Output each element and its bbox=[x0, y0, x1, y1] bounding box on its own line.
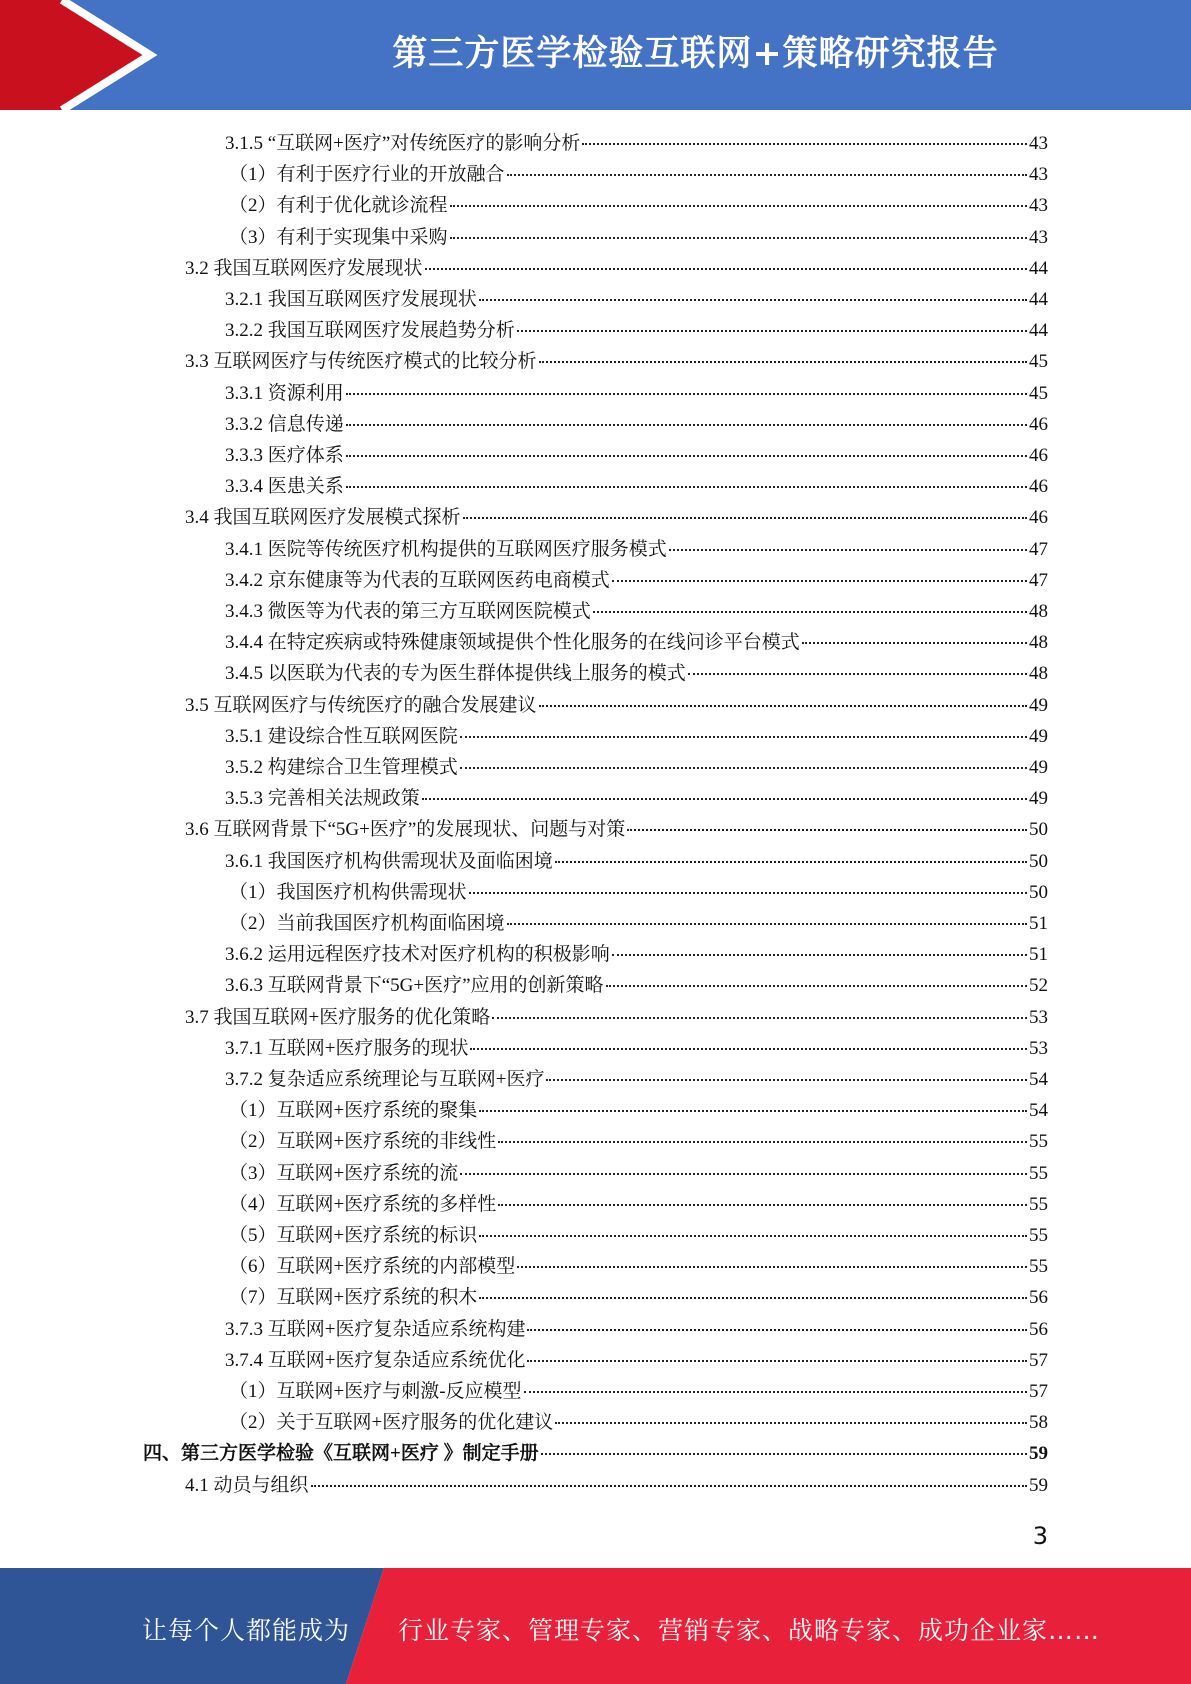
toc-entry-title: 3.3.2 信息传递 bbox=[225, 413, 344, 435]
toc-entry-page: 50 bbox=[1029, 881, 1048, 903]
toc-entry-title: （2）有利于优化就诊流程 bbox=[229, 195, 448, 217]
toc-entry-title: （6）互联网+医疗系统的内部模型 bbox=[229, 1256, 516, 1278]
toc-entry[interactable] bbox=[225, 939, 1048, 970]
toc-entry[interactable] bbox=[225, 534, 1048, 565]
toc-entry[interactable] bbox=[225, 284, 1048, 315]
toc-entry-page: 48 bbox=[1029, 601, 1048, 622]
toc-entry-page: 43 bbox=[1029, 226, 1048, 248]
document-title: 第三方医学检验互联网+策略研究报告 bbox=[392, 34, 999, 74]
toc-entry[interactable] bbox=[225, 378, 1048, 409]
toc-dot-leader bbox=[346, 424, 1027, 426]
toc-entry-title: （1）有利于医疗行业的开放融合 bbox=[229, 164, 505, 186]
toc-entry-title: 3.4.5 以医联为代表的专为医生群体提供线上服务的模式 bbox=[225, 663, 686, 685]
footer-slogan-right: 行业专家、管理专家、营销专家、战略专家、成功企业家…… bbox=[398, 1616, 1101, 1645]
toc-dot-leader bbox=[346, 486, 1027, 488]
toc-entry-title: 3.5.2 构建综合卫生管理模式 bbox=[225, 757, 458, 778]
toc-entry-page: 45 bbox=[1029, 382, 1048, 404]
toc-entry-page: 51 bbox=[1029, 913, 1048, 934]
toc-entry-title: （4）互联网+医疗系统的多样性 bbox=[229, 1193, 497, 1215]
toc-dot-leader bbox=[492, 1017, 1027, 1019]
toc-entry-title: 3.7 我国互联网+医疗服务的优化策略 bbox=[185, 1006, 491, 1028]
toc-entry-title: 3.5.1 建设综合性互联网医院 bbox=[225, 725, 458, 747]
toc-entry-page: 46 bbox=[1029, 507, 1048, 529]
toc-entry-title: 3.4.4 在特定疾病或特殊健康领域提供个性化服务的在线问诊平台模式 bbox=[225, 632, 800, 654]
toc-entry[interactable] bbox=[225, 1064, 1048, 1095]
toc-entry-page: 46 bbox=[1029, 445, 1048, 466]
toc-dot-leader bbox=[612, 954, 1027, 956]
header-arrow-decoration bbox=[0, 0, 160, 110]
toc-entry-title: （1）互联网+医疗与刺激-反应模型 bbox=[229, 1381, 522, 1402]
toc-entry[interactable] bbox=[229, 1282, 1048, 1313]
toc-entry-title: 3.3 互联网医疗与传统医疗模式的比较分析 bbox=[185, 351, 537, 373]
toc-entry-page: 53 bbox=[1029, 1037, 1048, 1059]
toc-dot-leader bbox=[460, 1173, 1027, 1175]
toc-entry-page: 54 bbox=[1029, 1069, 1048, 1090]
toc-entry-title: 3.6.2 运用远程医疗技术对医疗机构的积极影响 bbox=[225, 944, 610, 966]
toc-entry-page: 47 bbox=[1029, 538, 1048, 560]
toc-entry[interactable] bbox=[225, 409, 1048, 440]
toc-entry-page: 46 bbox=[1029, 476, 1048, 498]
toc-dot-leader bbox=[498, 1204, 1027, 1206]
toc-entry-title: 3.1.5 “互联网+医疗”对传统医疗的影响分析 bbox=[225, 133, 581, 154]
toc-entry-page: 51 bbox=[1029, 944, 1048, 966]
toc-entry[interactable] bbox=[225, 1345, 1048, 1376]
toc-entry-title: 4.1 动员与组织 bbox=[185, 1474, 309, 1496]
toc-dot-leader bbox=[582, 143, 1027, 145]
toc-entry-title: 3.3.4 医患关系 bbox=[225, 476, 344, 498]
toc-entry[interactable] bbox=[225, 440, 1048, 471]
toc-entry-page: 49 bbox=[1029, 694, 1048, 716]
toc-dot-leader bbox=[450, 205, 1027, 207]
toc-dot-leader bbox=[469, 892, 1027, 894]
toc-entry-page: 50 bbox=[1029, 819, 1048, 841]
toc-entry[interactable] bbox=[225, 783, 1048, 814]
toc-entry[interactable] bbox=[229, 159, 1048, 190]
toc-entry-page: 43 bbox=[1029, 164, 1048, 186]
toc-dot-leader bbox=[479, 1297, 1027, 1299]
toc-entry[interactable] bbox=[225, 1033, 1048, 1064]
toc-entry-title: 3.7.2 复杂适应系统理论与互联网+医疗 bbox=[225, 1069, 545, 1090]
toc-dot-leader bbox=[479, 1110, 1027, 1112]
page-footer bbox=[0, 1568, 1191, 1684]
toc-entry-title: （7）互联网+医疗系统的积木 bbox=[229, 1287, 478, 1309]
toc-entry-title: 3.4 我国互联网医疗发展模式探析 bbox=[185, 507, 461, 529]
toc-entry-title: 3.3.3 医疗体系 bbox=[225, 445, 344, 466]
toc-entry-title: 3.5.3 完善相关法规政策 bbox=[225, 788, 420, 810]
toc-dot-leader bbox=[498, 1141, 1027, 1143]
toc-entry[interactable] bbox=[225, 565, 1048, 596]
toc-entry-title: （5）互联网+医疗系统的标识 bbox=[229, 1225, 478, 1246]
toc-entry-page: 50 bbox=[1029, 850, 1048, 872]
toc-entry-title: （2）关于互联网+医疗服务的优化建议 bbox=[229, 1412, 554, 1434]
toc-entry-page: 46 bbox=[1029, 413, 1048, 435]
toc-entry[interactable] bbox=[225, 970, 1048, 1001]
toc-dot-leader bbox=[555, 861, 1027, 863]
toc-entry[interactable] bbox=[225, 128, 1048, 159]
toc-entry-page: 49 bbox=[1029, 725, 1048, 747]
toc-dot-leader bbox=[627, 829, 1027, 831]
toc-dot-leader bbox=[606, 985, 1027, 987]
toc-dot-leader bbox=[346, 393, 1027, 395]
toc-dot-leader bbox=[593, 611, 1027, 613]
toc-entry-title: 3.2.2 我国互联网医疗发展趋势分析 bbox=[225, 320, 515, 342]
toc-entry[interactable] bbox=[185, 814, 1048, 845]
toc-entry-title: （1）我国医疗机构供需现状 bbox=[229, 881, 467, 903]
toc-entry-title: 3.3.1 资源利用 bbox=[225, 382, 344, 404]
toc-entry-page: 59 bbox=[1029, 1474, 1048, 1496]
toc-entry[interactable] bbox=[229, 1126, 1048, 1157]
toc-entry[interactable] bbox=[225, 1314, 1048, 1345]
toc-entry-page: 43 bbox=[1029, 195, 1048, 217]
toc-entry-page: 49 bbox=[1029, 788, 1048, 810]
toc-dot-leader bbox=[425, 268, 1027, 270]
toc-entry[interactable] bbox=[229, 1158, 1048, 1189]
toc-entry-title: （2）当前我国医疗机构面临困境 bbox=[229, 913, 505, 934]
toc-dot-leader bbox=[470, 1048, 1027, 1050]
toc-entry-title: 3.7.3 互联网+医疗复杂适应系统构建 bbox=[225, 1318, 526, 1340]
toc-dot-leader bbox=[479, 299, 1027, 301]
toc-entry[interactable] bbox=[229, 908, 1048, 939]
toc-entry-page: 57 bbox=[1029, 1381, 1048, 1402]
toc-entry-page: 44 bbox=[1029, 257, 1048, 279]
toc-dot-leader bbox=[546, 1079, 1027, 1081]
toc-dot-leader bbox=[555, 1422, 1027, 1424]
toc-dot-leader bbox=[669, 549, 1027, 551]
toc-dot-leader bbox=[527, 1360, 1027, 1362]
toc-dot-leader bbox=[539, 705, 1027, 707]
toc-entry-page: 49 bbox=[1029, 757, 1048, 778]
toc-entry[interactable] bbox=[225, 658, 1048, 689]
toc-entry[interactable] bbox=[229, 1251, 1048, 1282]
toc-entry-title: 3.6.3 互联网背景下“5G+医疗”应用的创新策略 bbox=[225, 975, 604, 997]
toc-entry-page: 55 bbox=[1029, 1193, 1048, 1215]
toc-entry[interactable] bbox=[185, 1470, 1048, 1501]
toc-entry[interactable] bbox=[185, 690, 1048, 721]
toc-entry[interactable] bbox=[185, 346, 1048, 377]
toc-dot-leader bbox=[541, 1453, 1027, 1455]
toc-entry-title: 3.6 互联网背景下“5G+医疗”的发展现状、问题与对策 bbox=[185, 819, 626, 841]
toc-dot-leader bbox=[527, 1329, 1027, 1331]
page-number: 3 bbox=[1032, 1522, 1048, 1550]
toc-entry-page: 45 bbox=[1029, 351, 1048, 373]
toc-dot-leader bbox=[612, 580, 1027, 582]
toc-entry-title: 3.7.1 互联网+医疗服务的现状 bbox=[225, 1037, 469, 1059]
toc-entry-page: 56 bbox=[1029, 1287, 1048, 1309]
toc-entry-page: 43 bbox=[1029, 133, 1048, 154]
toc-entry[interactable] bbox=[225, 721, 1048, 752]
toc-entry[interactable] bbox=[143, 1438, 1048, 1469]
toc-entry-page: 44 bbox=[1029, 289, 1048, 310]
toc-entry-page: 55 bbox=[1029, 1162, 1048, 1184]
toc-dot-leader bbox=[507, 923, 1027, 925]
toc-entry-title: （1）互联网+医疗系统的聚集 bbox=[229, 1100, 478, 1122]
toc-entry-title: （3）有利于实现集中采购 bbox=[229, 226, 448, 248]
toc-entry[interactable] bbox=[185, 1002, 1048, 1033]
toc-entry-title: 3.7.4 互联网+医疗复杂适应系统优化 bbox=[225, 1349, 526, 1371]
toc-dot-leader bbox=[463, 517, 1027, 519]
toc-dot-leader bbox=[507, 174, 1027, 176]
toc-entry-title: 3.2 我国互联网医疗发展现状 bbox=[185, 257, 423, 279]
toc-entry[interactable] bbox=[225, 315, 1048, 346]
toc-entry-page: 55 bbox=[1029, 1225, 1048, 1246]
toc-dot-leader bbox=[422, 798, 1027, 800]
toc-entry[interactable] bbox=[225, 846, 1048, 877]
toc-entry-page: 56 bbox=[1029, 1318, 1048, 1340]
toc-dot-leader bbox=[311, 1485, 1027, 1487]
toc-entry-page: 48 bbox=[1029, 663, 1048, 685]
footer-slogan-left: 让每个人都能成为 bbox=[142, 1616, 351, 1645]
toc-entry-title: 3.2.1 我国互联网医疗发展现状 bbox=[225, 289, 477, 310]
toc-entry-title: （3）互联网+医疗系统的流 bbox=[229, 1162, 459, 1184]
toc-entry[interactable] bbox=[229, 190, 1048, 221]
toc-entry-page: 52 bbox=[1029, 975, 1048, 997]
toc-entry[interactable] bbox=[229, 222, 1048, 253]
toc-dot-leader bbox=[450, 237, 1027, 239]
toc-entry[interactable] bbox=[229, 1095, 1048, 1126]
toc-entry-title: 3.4.1 医院等传统医疗机构提供的互联网医疗服务模式 bbox=[225, 538, 667, 560]
toc-entry[interactable] bbox=[185, 502, 1048, 533]
toc-entry[interactable] bbox=[225, 471, 1048, 502]
page-header bbox=[0, 0, 1191, 110]
toc-entry[interactable] bbox=[229, 1189, 1048, 1220]
toc-entry[interactable] bbox=[229, 1376, 1048, 1407]
toc-dot-leader bbox=[460, 736, 1027, 738]
toc-dot-leader bbox=[524, 1391, 1027, 1393]
toc-dot-leader bbox=[517, 1266, 1027, 1268]
toc-entry-title: 3.4.2 京东健康等为代表的互联网医药电商模式 bbox=[225, 569, 610, 591]
toc-entry-page: 55 bbox=[1029, 1131, 1048, 1153]
toc-entry[interactable] bbox=[225, 596, 1048, 627]
toc-entry[interactable] bbox=[225, 627, 1048, 658]
toc-entry[interactable] bbox=[185, 253, 1048, 284]
toc-entry-title: （2）互联网+医疗系统的非线性 bbox=[229, 1131, 497, 1153]
toc-entry-page: 44 bbox=[1029, 320, 1048, 342]
toc-entry-page: 55 bbox=[1029, 1256, 1048, 1278]
toc-entry-page: 53 bbox=[1029, 1006, 1048, 1028]
toc-dot-leader bbox=[539, 361, 1027, 363]
toc-entry-page: 59 bbox=[1029, 1443, 1048, 1465]
toc-entry[interactable] bbox=[225, 752, 1048, 783]
toc-entry-page: 54 bbox=[1029, 1100, 1048, 1122]
toc-dot-leader bbox=[517, 330, 1027, 332]
toc-dot-leader bbox=[346, 455, 1027, 457]
toc-entry-title: 3.6.1 我国医疗机构供需现状及面临困境 bbox=[225, 850, 553, 872]
toc-dot-leader bbox=[479, 1235, 1027, 1237]
toc-entry[interactable] bbox=[229, 1220, 1048, 1251]
toc-entry-title: 3.4.3 微医等为代表的第三方互联网医院模式 bbox=[225, 601, 591, 622]
toc-entry[interactable] bbox=[229, 1407, 1048, 1438]
toc-dot-leader bbox=[460, 767, 1027, 769]
toc-entry-page: 58 bbox=[1029, 1412, 1048, 1434]
toc-entry-page: 57 bbox=[1029, 1349, 1048, 1371]
toc-entry-page: 47 bbox=[1029, 569, 1048, 591]
toc-entry[interactable] bbox=[229, 877, 1048, 908]
toc-entry-page: 48 bbox=[1029, 632, 1048, 654]
toc-dot-leader bbox=[802, 642, 1027, 644]
toc-dot-leader bbox=[688, 673, 1027, 675]
toc-entry-title: 四、第三方医学检验《互联网+医疗 》制定手册 bbox=[143, 1443, 539, 1465]
toc-entry-title: 3.5 互联网医疗与传统医疗的融合发展建议 bbox=[185, 694, 537, 716]
